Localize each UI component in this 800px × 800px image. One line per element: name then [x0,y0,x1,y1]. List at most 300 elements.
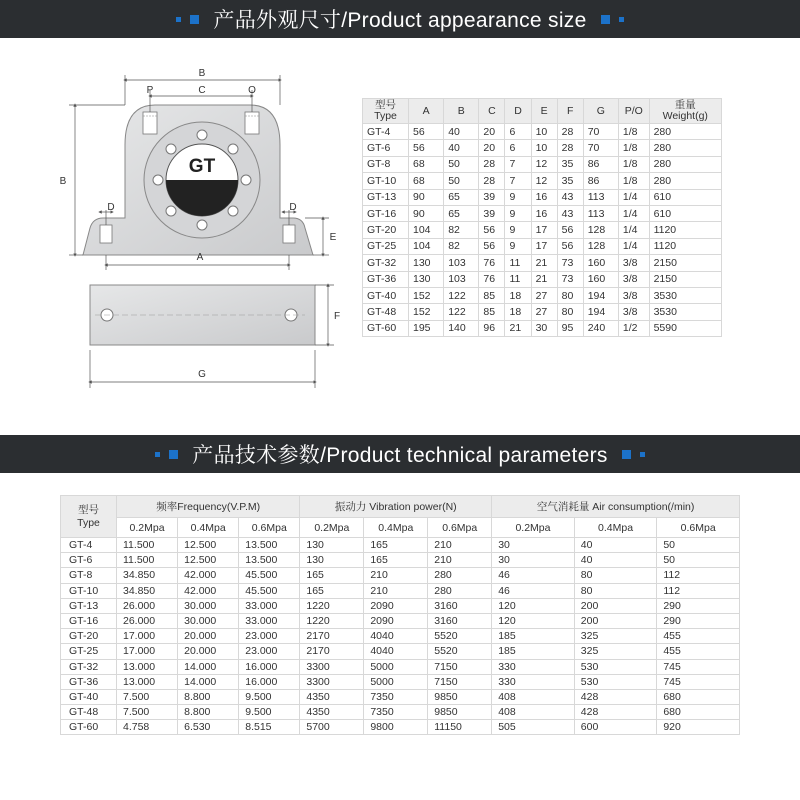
value-cell: 330 [492,659,575,674]
value-cell: 1220 [300,613,364,628]
value-cell: 21 [531,271,557,287]
value-cell: 3530 [649,304,721,320]
value-cell: 428 [574,705,657,720]
technical-table-body [61,538,740,735]
model-cell: GT-60 [363,320,409,336]
model-cell: GT-36 [363,271,409,287]
value-cell: 3300 [300,659,364,674]
model-cell: GT-10 [363,173,409,189]
value-cell: 428 [574,689,657,704]
dims-header-cell [557,99,583,124]
value-cell: 290 [657,613,740,628]
value-cell: 16.000 [239,674,300,689]
value-cell: 152 [409,304,444,320]
value-cell: 200 [574,598,657,613]
value-cell: 330 [492,674,575,689]
value-cell: 20 [479,140,505,156]
value-cell: 11150 [428,720,492,735]
dim-label-b-top: B [198,68,206,79]
value-cell: 28 [557,124,583,140]
type-header-en: Type [77,516,100,529]
pressure-header-cell: 0.2Mpa [300,518,364,538]
value-cell: 28 [557,140,583,156]
model-cell: GT-60 [61,720,117,735]
table-row [61,553,740,568]
dims-header-cn: 型号 [375,99,396,111]
table-row [61,720,740,735]
value-cell: 680 [657,705,740,720]
model-cell: GT-4 [61,538,117,553]
value-cell: 45.500 [239,583,300,598]
dims-header-en: P/O [624,104,643,117]
value-cell: 40 [444,140,479,156]
value-cell: 210 [428,553,492,568]
value-cell: 6 [505,140,531,156]
value-cell: 2170 [300,629,364,644]
value-cell: 9 [505,205,531,221]
value-cell: 43 [557,189,583,205]
dimensions-table [362,98,722,337]
value-cell: 9850 [428,689,492,704]
dim-label-b-side: B [59,176,67,187]
value-cell: 35 [557,173,583,189]
technical-parameters-table [60,495,740,735]
dims-header-en: D [514,104,522,117]
value-cell: 96 [479,320,505,336]
value-cell: 56 [557,222,583,238]
value-cell: 140 [444,320,479,336]
value-cell: 30 [492,553,575,568]
value-cell: 80 [557,304,583,320]
value-cell: 40 [574,553,657,568]
value-cell: 9.500 [239,705,300,720]
value-cell: 43 [557,205,583,221]
type-header-cn: 型号 [78,503,99,516]
value-cell: 14.000 [178,674,239,689]
dims-header-cell [649,99,721,124]
value-cell: 50 [444,156,479,172]
value-cell: 3530 [649,287,721,303]
value-cell: 745 [657,674,740,689]
value-cell: 65 [444,205,479,221]
value-cell: 13.000 [117,674,178,689]
value-cell: 16 [531,205,557,221]
dims-header-en: Type [374,110,397,122]
top-view [90,285,315,345]
value-cell: 3/8 [618,304,649,320]
table-row [363,222,722,238]
value-cell: 165 [364,553,428,568]
model-cell: GT-20 [363,222,409,238]
value-cell: 9 [505,189,531,205]
value-cell: 210 [428,538,492,553]
value-cell: 104 [409,238,444,254]
value-cell: 42.000 [178,568,239,583]
value-cell: 80 [574,568,657,583]
value-cell: 11.500 [117,553,178,568]
value-cell: 2170 [300,644,364,659]
table-row [363,140,722,156]
pressure-header-cell: 0.2Mpa [117,518,178,538]
table-row [61,629,740,644]
dims-header-en: Weight(g) [662,110,708,122]
value-cell: 10 [531,140,557,156]
pressure-header-cell: 0.2Mpa [492,518,575,538]
value-cell: 130 [409,255,444,271]
value-cell: 610 [649,189,721,205]
value-cell: 65 [444,189,479,205]
value-cell: 6.530 [178,720,239,735]
value-cell: 12 [531,173,557,189]
value-cell: 8.800 [178,689,239,704]
value-cell: 27 [531,287,557,303]
value-cell: 39 [479,205,505,221]
value-cell: 70 [583,140,618,156]
dimensions-table-body [363,124,722,337]
value-cell: 30.000 [178,598,239,613]
value-cell: 408 [492,689,575,704]
value-cell: 3160 [428,613,492,628]
value-cell: 530 [574,659,657,674]
value-cell: 9.500 [239,689,300,704]
dims-header-cell [444,99,479,124]
value-cell: 12 [531,156,557,172]
value-cell: 920 [657,720,740,735]
model-cell: GT-20 [61,629,117,644]
model-cell: GT-13 [61,598,117,613]
model-cell: GT-32 [363,255,409,271]
value-cell: 34.850 [117,583,178,598]
value-cell: 21 [505,320,531,336]
value-cell: 5590 [649,320,721,336]
value-cell: 30 [531,320,557,336]
model-cell: GT-6 [363,140,409,156]
value-cell: 610 [649,205,721,221]
value-cell: 42.000 [178,583,239,598]
value-cell: 20.000 [178,644,239,659]
value-cell: 8.515 [239,720,300,735]
technical-table-pressure-header [61,518,740,538]
model-cell: GT-6 [61,553,117,568]
value-cell: 56 [557,238,583,254]
value-cell: 30.000 [178,613,239,628]
table-row [61,538,740,553]
model-cell: GT-13 [363,189,409,205]
value-cell: 185 [492,629,575,644]
dim-label-f: F [333,311,341,322]
logo-text: GT [188,156,216,177]
dims-header-en: B [457,104,465,117]
dims-header-en: E [540,104,548,117]
pressure-header-cell: 0.4Mpa [178,518,239,538]
value-cell: 73 [557,271,583,287]
value-cell: 325 [574,644,657,659]
model-cell: GT-8 [363,156,409,172]
value-cell: 12.500 [178,553,239,568]
value-cell: 18 [505,287,531,303]
value-cell: 70 [583,124,618,140]
value-cell: 408 [492,705,575,720]
table-row [363,205,722,221]
dims-header-en: C [488,104,496,117]
value-cell: 280 [649,156,721,172]
value-cell: 90 [409,205,444,221]
value-cell: 210 [364,583,428,598]
value-cell: 280 [649,140,721,156]
value-cell: 5520 [428,629,492,644]
value-cell: 12.500 [178,538,239,553]
value-cell: 9 [505,222,531,238]
value-cell: 3/8 [618,287,649,303]
banner-decoration-right [622,450,645,459]
model-cell: GT-32 [61,659,117,674]
value-cell: 128 [583,238,618,254]
value-cell: 40 [444,124,479,140]
value-cell: 4350 [300,689,364,704]
dims-header-cell [531,99,557,124]
value-cell: 2090 [364,598,428,613]
value-cell: 128 [583,222,618,238]
value-cell: 122 [444,304,479,320]
value-cell: 18 [505,304,531,320]
value-cell: 7350 [364,689,428,704]
pressure-header-cell: 0.4Mpa [364,518,428,538]
value-cell: 56 [479,238,505,254]
dims-header-cell [479,99,505,124]
value-cell: 165 [364,538,428,553]
value-cell: 290 [657,598,740,613]
value-cell: 80 [574,583,657,598]
table-row [61,705,740,720]
value-cell: 3160 [428,598,492,613]
table-row [61,568,740,583]
table-row [363,255,722,271]
value-cell: 1220 [300,598,364,613]
dims-header-cell [409,99,444,124]
value-cell: 112 [657,583,740,598]
value-cell: 455 [657,644,740,659]
value-cell: 11.500 [117,538,178,553]
group-header-air-consumption: 空气消耗量 Air consumption(/min) [492,496,740,518]
pressure-header-cell: 0.6Mpa [428,518,492,538]
model-cell: GT-25 [363,238,409,254]
value-cell: 85 [479,304,505,320]
value-cell: 86 [583,173,618,189]
value-cell: 160 [583,271,618,287]
value-cell: 33.000 [239,598,300,613]
value-cell: 120 [492,598,575,613]
value-cell: 26.000 [117,613,178,628]
value-cell: 8.800 [178,705,239,720]
dims-header-cell [505,99,531,124]
value-cell: 73 [557,255,583,271]
value-cell: 17.000 [117,629,178,644]
table-row [61,644,740,659]
table-row [363,271,722,287]
value-cell: 194 [583,304,618,320]
value-cell: 680 [657,689,740,704]
value-cell: 1/4 [618,222,649,238]
value-cell: 7 [505,173,531,189]
value-cell: 2090 [364,613,428,628]
value-cell: 7.500 [117,689,178,704]
value-cell: 104 [409,222,444,238]
value-cell: 185 [492,644,575,659]
model-cell: GT-48 [61,705,117,720]
value-cell: 160 [583,255,618,271]
value-cell: 34.850 [117,568,178,583]
value-cell: 3/8 [618,255,649,271]
value-cell: 600 [574,720,657,735]
table-row [61,674,740,689]
value-cell: 17 [531,238,557,254]
value-cell: 130 [409,271,444,287]
group-header-frequency: 频率Frequency(V.P.M) [117,496,300,518]
dim-label-a: A [196,252,204,263]
value-cell: 3/8 [618,271,649,287]
value-cell: 2150 [649,255,721,271]
value-cell: 1/4 [618,238,649,254]
banner-decoration-left [155,450,178,459]
value-cell: 103 [444,255,479,271]
value-cell: 28 [479,156,505,172]
model-cell: GT-40 [363,287,409,303]
value-cell: 1/4 [618,205,649,221]
value-cell: 20 [479,124,505,140]
value-cell: 152 [409,287,444,303]
dims-header-cell [363,99,409,124]
value-cell: 112 [657,568,740,583]
table-row [61,659,740,674]
dim-label-g: G [198,369,206,380]
value-cell: 82 [444,222,479,238]
value-cell: 7.500 [117,705,178,720]
value-cell: 7 [505,156,531,172]
value-cell: 9800 [364,720,428,735]
value-cell: 46 [492,568,575,583]
product-drawing [55,60,355,400]
model-cell: GT-16 [363,205,409,221]
dimensions-table-header [363,99,722,124]
table-row [61,583,740,598]
value-cell: 5520 [428,644,492,659]
value-cell: 5700 [300,720,364,735]
table-row [363,173,722,189]
section-banner-technical [0,435,800,473]
value-cell: 1120 [649,238,721,254]
value-cell: 3300 [300,674,364,689]
value-cell: 280 [649,124,721,140]
value-cell: 195 [409,320,444,336]
banner-decoration-right [601,15,624,24]
value-cell: 33.000 [239,613,300,628]
value-cell: 5000 [364,659,428,674]
value-cell: 10 [531,124,557,140]
value-cell: 26.000 [117,598,178,613]
value-cell: 16.000 [239,659,300,674]
model-cell: GT-25 [61,644,117,659]
value-cell: 194 [583,287,618,303]
dim-label-p: P [146,85,154,96]
value-cell: 23.000 [239,644,300,659]
value-cell: 50 [657,553,740,568]
value-cell: 120 [492,613,575,628]
value-cell: 455 [657,629,740,644]
value-cell: 76 [479,271,505,287]
value-cell: 56 [479,222,505,238]
dims-header-en: G [596,104,605,117]
dims-header-cell [618,99,649,124]
value-cell: 86 [583,156,618,172]
value-cell: 165 [300,568,364,583]
table-row [61,689,740,704]
model-cell: GT-8 [61,568,117,583]
value-cell: 4040 [364,644,428,659]
value-cell: 50 [657,538,740,553]
value-cell: 39 [479,189,505,205]
value-cell: 7150 [428,674,492,689]
value-cell: 90 [409,189,444,205]
value-cell: 130 [300,553,364,568]
model-cell: GT-10 [61,583,117,598]
value-cell: 165 [300,583,364,598]
type-header [61,496,117,538]
group-header-vibration-power: 振动力 Vibration power(N) [300,496,492,518]
table-row [363,238,722,254]
value-cell: 13.000 [117,659,178,674]
value-cell: 4350 [300,705,364,720]
pressure-header-cell: 0.6Mpa [657,518,740,538]
value-cell: 50 [444,173,479,189]
value-cell: 11 [505,271,531,287]
value-cell: 6 [505,124,531,140]
dim-label-e: E [329,232,337,243]
value-cell: 11 [505,255,531,271]
value-cell: 17 [531,222,557,238]
value-cell: 14.000 [178,659,239,674]
dims-header-cn: 重量 [674,99,696,111]
value-cell: 76 [479,255,505,271]
value-cell: 13.500 [239,538,300,553]
value-cell: 1/8 [618,173,649,189]
value-cell: 23.000 [239,629,300,644]
model-cell: GT-16 [61,613,117,628]
value-cell: 56 [409,140,444,156]
model-cell: GT-36 [61,674,117,689]
dims-header-en: F [566,104,574,117]
value-cell: 35 [557,156,583,172]
value-cell: 2150 [649,271,721,287]
section-banner-appearance [0,0,800,38]
value-cell: 1/2 [618,320,649,336]
value-cell: 280 [428,568,492,583]
value-cell: 7350 [364,705,428,720]
value-cell: 20.000 [178,629,239,644]
value-cell: 4.758 [117,720,178,735]
technical-table-group-header [61,496,740,518]
value-cell: 1/8 [618,124,649,140]
value-cell: 80 [557,287,583,303]
front-view [83,105,313,255]
value-cell: 40 [574,538,657,553]
table-row [363,189,722,205]
model-cell: GT-4 [363,124,409,140]
value-cell: 21 [531,255,557,271]
table-row [363,287,722,303]
value-cell: 68 [409,156,444,172]
section-title-appearance: 产品外观尺寸/Product appearance size [213,9,587,32]
pressure-header-cell: 0.6Mpa [239,518,300,538]
